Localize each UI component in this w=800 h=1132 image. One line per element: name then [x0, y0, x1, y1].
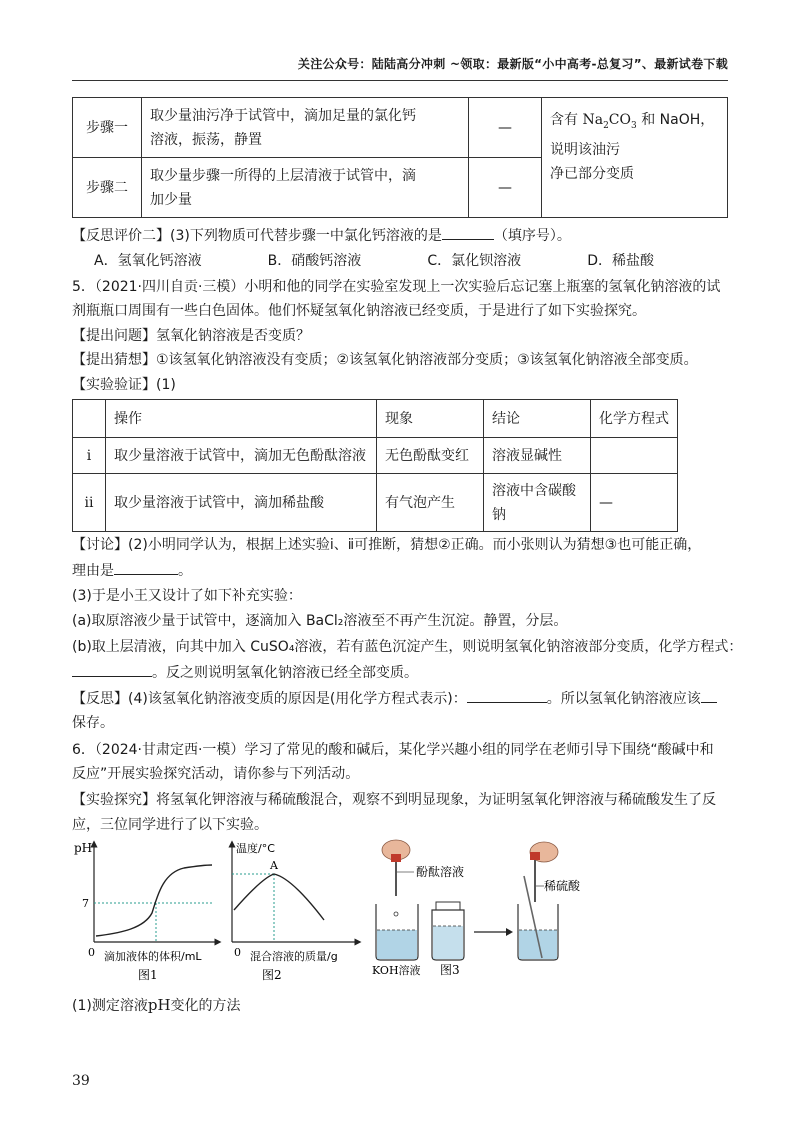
row-index: i: [73, 438, 106, 474]
header-cell: 结论: [484, 400, 591, 438]
row-operation: 取少量溶液于试管中，滴加稀盐酸: [106, 474, 377, 532]
q6-measure: [72, 995, 241, 1016]
answer-blank[interactable]: [467, 688, 547, 703]
figure-2-temperature-curve: [222, 838, 362, 988]
options-row: [94, 251, 654, 271]
label-koh: KOH溶液: [372, 964, 421, 977]
q5-supp-b1: (b)取上层清液，向其中加入 CuSO₄溶液，若有蓝色沉淀产生，则说明氢氧化钠溶液部分变质，化学方程式：: [72, 639, 743, 655]
reflect-mid: 。所以氢氧化钠溶液应该: [546, 691, 701, 707]
q5-supp-a: (a)取原溶液少量于试管中，逐滴加入 BaCl₂溶液至不再产生沉淀。静置，分层。: [72, 613, 568, 629]
caption: 图2: [262, 968, 282, 982]
q6-line2: 反应”开展实验探究活动，请你参与下列活动。: [72, 766, 360, 782]
label-phenol: 酚酞溶液: [416, 865, 465, 879]
figure-3-apparatus: [366, 832, 586, 988]
q5-reflect: [72, 688, 717, 709]
liquid-mixture: [519, 930, 557, 959]
reflect2-suffix: （填序号）。: [493, 228, 571, 244]
bottle-neck-icon: [436, 902, 460, 910]
discuss-text: 理由是: [72, 563, 114, 579]
table-verify: [72, 399, 678, 532]
origin-label: 0: [88, 946, 95, 959]
step-phenomenon: —: [469, 98, 542, 158]
answer-blank[interactable]: [442, 225, 494, 240]
dropper-bulb-icon: [391, 854, 401, 862]
liquid-koh: [377, 930, 417, 959]
discuss-end: 。: [178, 563, 192, 579]
ph-curve: [96, 865, 212, 936]
table-row: [73, 474, 678, 532]
op-line: 取少量油污净于试管中，滴加足量的氯化钙: [150, 107, 416, 124]
drop-icon: [394, 912, 398, 916]
dropper-bulb-icon: [530, 852, 540, 860]
step-label: 步骤二: [73, 158, 142, 218]
table-header-row: [73, 400, 678, 438]
formula-part: CO: [608, 112, 631, 128]
liquid-bottle: [433, 926, 463, 959]
step-operation: [142, 98, 469, 158]
conclusion-pre: 含有: [550, 112, 578, 128]
row-phenomenon: 无色酚酞变红: [377, 438, 484, 474]
row-operation: 取少量溶液于试管中，滴加无色酚酞溶液: [106, 438, 377, 474]
figure-1-ph-curve: [72, 838, 222, 988]
q5-discuss-line2: [72, 560, 192, 581]
op-line: 取少量步骤一所得的上层清液于试管中，滴: [150, 167, 416, 184]
table-row: [73, 98, 728, 158]
header-cell: 现象: [377, 400, 484, 438]
step-phenomenon: —: [469, 158, 542, 218]
q5-line2: 剂瓶瓶口周围有一些白色固体。他们怀疑氢氧化钠溶液已经变质，于是进行了如下实验探究。: [72, 303, 646, 319]
header-note: 关注公众号：陆陆高分冲刺 ~领取：最新版“小中高考-总复习”、最新试卷下载: [297, 57, 728, 71]
conclusion-line: 溶液中含碳酸: [492, 482, 576, 499]
row-conclusion: [484, 474, 591, 532]
x-label: 滴加液体的体积/mL: [104, 950, 202, 963]
peak-label: A: [270, 859, 278, 872]
option-c: C．氯化钡溶液: [427, 253, 522, 269]
q5-question: 【提出问题】氢氧化钠溶液是否变质？: [72, 328, 310, 344]
header-cell: 操作: [106, 400, 377, 438]
origin-label: 0: [234, 946, 241, 959]
table-steps: [72, 97, 728, 218]
q5-verify: 【实验验证】(1): [72, 377, 176, 393]
reflect2-text: 【反思评价二】(3)下列物质可代替步骤一中氯化钙溶液的是: [72, 228, 442, 244]
q5-reflect-line2: 保存。: [72, 715, 114, 731]
formula-sub: 3: [631, 120, 637, 131]
conclusion-mid: 和 NaOH，说明该油污: [550, 112, 715, 158]
step-conclusion: [542, 98, 728, 218]
tick-7: 7: [82, 897, 89, 910]
q6-explore1: 【实验探究】将氢氧化钾溶液与稀硫酸混合，观察不到明显现象，为证明氢氧化钾溶液与稀硫酸发生了反: [72, 792, 716, 808]
header-divider: [72, 80, 728, 81]
arrow-head-icon: [506, 928, 513, 936]
row-phenomenon: 有气泡产生: [377, 474, 484, 532]
row-conclusion: 溶液显碱性: [484, 438, 591, 474]
label-acid: 稀硫酸: [544, 879, 581, 893]
y-label: pH: [74, 841, 93, 855]
option-a: A．氢氧化钙溶液: [94, 253, 202, 269]
formula-sub: 2: [603, 120, 609, 131]
conclusion-line: [550, 108, 719, 162]
op-line: 溶液，振荡，静置: [150, 131, 262, 148]
measure-pre: (1)测定溶液: [72, 998, 148, 1014]
conclusion-line2: 净已部分变质: [550, 165, 634, 182]
q6-explore2: 应，三位同学进行了以下实验。: [72, 817, 268, 833]
q6-line1: 6．（2024·甘肃定西·一模）学习了常见的酸和碱后，某化学兴趣小组的同学在老师引导下围绕“酸碱中和: [72, 742, 714, 758]
header-cell: 化学方程式: [591, 400, 678, 438]
formula-na2co3: [582, 112, 637, 131]
step-label: 步骤一: [73, 98, 142, 158]
caption: 图1: [138, 968, 158, 982]
option-b: B．硝酸钙溶液: [267, 253, 362, 269]
row-equation: [591, 438, 678, 474]
row-equation: —: [591, 474, 678, 532]
supp-b2-text: 。反之则说明氢氧化钠溶液已经全部变质。: [152, 665, 418, 681]
caption: 图3: [440, 963, 460, 977]
formula-part: Na: [582, 112, 604, 128]
header-cell: [73, 400, 106, 438]
q5-supp-b2: [72, 662, 418, 683]
x-label: 混合溶液的质量/g: [250, 950, 338, 963]
temperature-curve: [234, 874, 324, 920]
q5-line1: 5．（2021·四川自贡·三模）小明和他的同学在实验室发现上一次实验后忘记塞上瓶塞的氢氧化钠溶液的试: [72, 279, 721, 295]
q5-supp: (3)于是小王又设计了如下补充实验：: [72, 588, 302, 604]
op-line: 加少量: [150, 191, 192, 208]
page-number: 39: [72, 1073, 90, 1089]
step-operation: [142, 158, 469, 218]
measure-ph: pH: [147, 996, 171, 1014]
reflect2-line: [72, 225, 571, 246]
q5-discuss-line1: 【讨论】(2)小明同学认为，根据上述实验ⅰ、ⅱ可推断，猜想②正确。而小张则认为猜想③也可能正确，: [72, 537, 702, 553]
y-label: 温度/°C: [236, 842, 275, 855]
option-d: D．稀盐酸: [587, 253, 654, 269]
row-index: ii: [73, 474, 106, 532]
answer-blank[interactable]: [72, 662, 152, 677]
conclusion-line: 钠: [492, 506, 506, 523]
answer-blank[interactable]: [114, 560, 178, 575]
reflect-text: 【反思】(4)该氢氧化钠溶液变质的原因是(用化学方程式表示)：: [72, 691, 467, 707]
answer-blank[interactable]: [701, 688, 717, 703]
measure-post: 变化的方法: [170, 998, 241, 1014]
q5-guess: 【提出猜想】①该氢氧化钠溶液没有变质；②该氢氧化钠溶液部分变质；③该氢氧化钠溶液全部变质。: [72, 352, 698, 368]
table-row: [73, 438, 678, 474]
